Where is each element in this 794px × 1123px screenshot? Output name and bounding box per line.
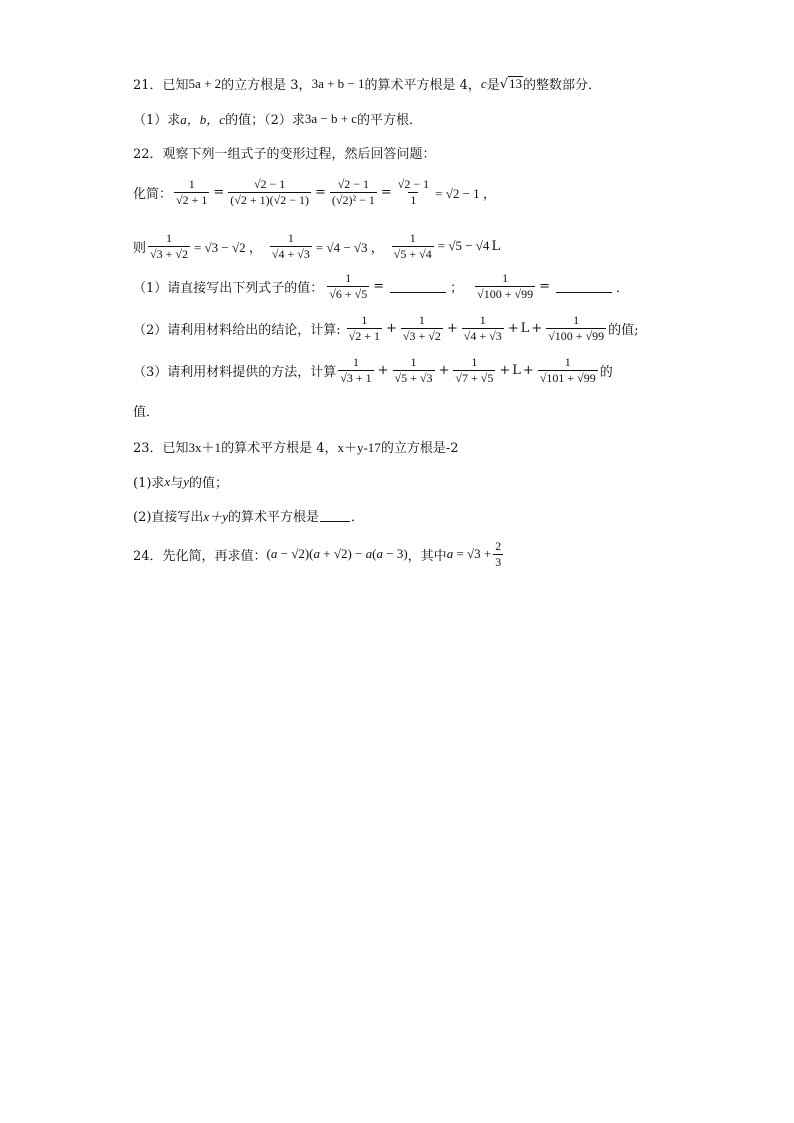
q21-expr-5a2: 5a + 2 xyxy=(188,75,222,91)
frac-sqrt5-sqrt4: $\frac{1}{√5 + √4}$ xyxy=(393,231,432,261)
q21-line2 xyxy=(133,109,422,128)
q21-text-is: 是 xyxy=(486,78,500,93)
q21-sub1-label: （1）求 xyxy=(133,113,181,128)
q22-sub3-label: （3）请利用材料提供的方法，计算 xyxy=(133,364,337,380)
q23-line3 xyxy=(133,506,364,525)
q22-intro-text: 22．观察下列一组式子的变形过程，然后回答问题： xyxy=(133,147,436,162)
q23-expr-xy: x＋y xyxy=(203,509,228,524)
answer-blank-2[interactable] xyxy=(556,280,612,293)
q23-text-sqrt2: 的算术平方根是 xyxy=(227,510,319,525)
q22-sub2-tail: 的值; xyxy=(608,322,639,338)
answer-blank-1[interactable] xyxy=(390,280,446,293)
q23-text-and: 与 xyxy=(170,476,184,491)
q22-intro xyxy=(133,143,436,162)
frac-a2: $\frac{1}{√3 + √2}$ xyxy=(402,313,441,343)
q23-line2 xyxy=(133,472,228,491)
q23-text-cube: 的立方根是-2 xyxy=(380,441,459,456)
frac-sqrt4-sqrt3: $\frac{1}{√4 + √3}$ xyxy=(271,231,310,261)
q23-expr-3x1: 3x＋1 xyxy=(188,440,222,455)
q21-expr-3ab1: 3a + b − 1 xyxy=(311,75,365,91)
q24-text-where: ，其中 xyxy=(407,548,447,564)
frac-b2: $\frac{1}{√5 + √3}$ xyxy=(394,355,433,385)
q22-simplify-label: 化简： xyxy=(133,186,173,202)
q22-sub1-line: （1）请直接写出下列式子的值： $\frac{1}{√6 + √5}$ = ； $\frac{1}{√100 + √99}$ = ． xyxy=(133,271,630,301)
q24-expr: (a − √2)(a + √2) − a(a − 3) xyxy=(266,546,408,562)
q24-text: 24．先化简，再求值： xyxy=(133,548,267,564)
frac-a3: $\frac{1}{√4 + √3}$ xyxy=(463,313,502,343)
q21-text-sqrt: 的算术平方根是 4， xyxy=(364,78,481,93)
q22-sub1-end: ． xyxy=(616,280,630,296)
q21-vars-abc: a，b，c xyxy=(180,112,226,127)
q23-var-y: y xyxy=(183,473,189,489)
q21-var-c: c xyxy=(480,75,487,91)
q24-a-value: a = √3 + xyxy=(446,546,492,562)
q22-sub2-line: （2）请利用材料给出的结论，计算: $\frac{1}{√2 + 1}$ + $\frac{1}{√3 + √2}$ + $\frac{1}{√4 + √3}$ + L + $\frac{1}{√100 + √99}$ 的值; xyxy=(133,313,639,343)
q22-sub1-label: （1）请直接写出下列式子的值： xyxy=(133,280,324,296)
frac-2-3: $\frac{2}{3}$ xyxy=(495,539,502,569)
frac-sqrt100-sqrt99: $\frac{1}{√100 + √99}$ xyxy=(477,271,534,301)
q23-line1 xyxy=(133,437,458,456)
ellipsis-glyph: L xyxy=(520,320,530,336)
frac-a1: $\frac{1}{√2 + 1}$ xyxy=(348,313,381,343)
q21-sub2-label: 的值；（2）求 xyxy=(225,113,305,128)
frac-a4: $\frac{1}{√100 + √99}$ xyxy=(548,313,605,343)
q21-number-text: 21．已知 xyxy=(133,78,189,93)
frac-b3: $\frac{1}{√7 + √5}$ xyxy=(455,355,494,385)
q23-text-value: 的值； xyxy=(189,476,229,491)
q22-sub3-line2 xyxy=(133,401,159,420)
frac-over-1: $\frac{√2 - 1}{1}$ xyxy=(397,177,430,207)
q22-then-line: 则 $\frac{1}{√3 + √2}$ = √3 − √2 ， $\frac{1}{√4 + √3}$ = √4 − √3 ， $\frac{1}{√5 + √4}$ = √5 − √4 L xyxy=(133,231,501,261)
q21-text-int-part: 的整数部分． xyxy=(523,78,602,93)
q22-simplify-line: 化简： $\frac{1}{√2 + 1}$ = $\frac{√2 - 1}{(√2 + 1)(√2 - 1)}$ = $\frac{√2 - 1}{\text{(√2)² − 1}}$ = $\frac{√2 - 1}{1}$ = √2 − 1 ， xyxy=(133,177,496,207)
q23-text-sqrt: 的算术平方根是 4， xyxy=(221,441,338,456)
frac-square-diff: $\frac{√2 - 1}{\text{(√2)² − 1}}$ xyxy=(331,177,375,207)
frac-sqrt6-sqrt5: $\frac{1}{√6 + √5}$ xyxy=(329,271,368,301)
q23-sub1-label: (1)求 xyxy=(133,476,165,491)
q23-sub2-label: (2)直接写出 xyxy=(133,510,204,525)
frac-1-over-sqrt2-plus-1: $\frac{1}{√2 + 1}$ xyxy=(176,177,208,207)
q22-then-label: 则 xyxy=(133,240,147,256)
q21-text-cube-root: 的立方根是 3， xyxy=(221,78,312,93)
frac-sqrt3-sqrt2: $\frac{1}{√3 + √2}$ xyxy=(150,231,188,261)
ellipsis-glyph: L xyxy=(512,362,521,378)
q21-line1 xyxy=(133,74,601,93)
q23-expr-xy17: x＋y-17 xyxy=(337,440,381,455)
q21-expr-3abc: 3a − b + c xyxy=(304,110,358,126)
q23-number-text: 23．已知 xyxy=(133,441,189,456)
frac-rationalize: $\frac{√2 - 1}{(√2 + 1)(√2 - 1)}$ xyxy=(230,177,309,207)
q22-sub3-tail2: 值． xyxy=(133,405,160,420)
q21-text-square-root: 的平方根． xyxy=(357,113,423,128)
q23-var-x: x xyxy=(164,473,171,489)
q22-sub2-label: （2）请利用材料给出的结论，计算: xyxy=(133,322,341,338)
ellipsis-glyph: L xyxy=(491,238,501,254)
q22-sub3-tail: 的 xyxy=(599,364,613,380)
q22-sub3-line: （3）请利用材料提供的方法，计算 $\frac{1}{√3 + 1}$ + $\frac{1}{√5 + √3}$ + $\frac{1}{√7 + √5}$ + L + $\frac{1}{√101 + √99}$ 的 xyxy=(133,355,613,385)
q21-sqrt13: √ 13 xyxy=(499,75,522,93)
frac-b1: $\frac{1}{√3 + 1}$ xyxy=(340,355,372,385)
frac-b4: $\frac{1}{√101 + √99}$ xyxy=(539,355,596,385)
answer-blank-3[interactable] xyxy=(320,509,350,522)
q23-end: ． xyxy=(350,510,364,525)
q22-sub1-sep: ； xyxy=(450,280,464,296)
q24-line xyxy=(133,540,505,568)
